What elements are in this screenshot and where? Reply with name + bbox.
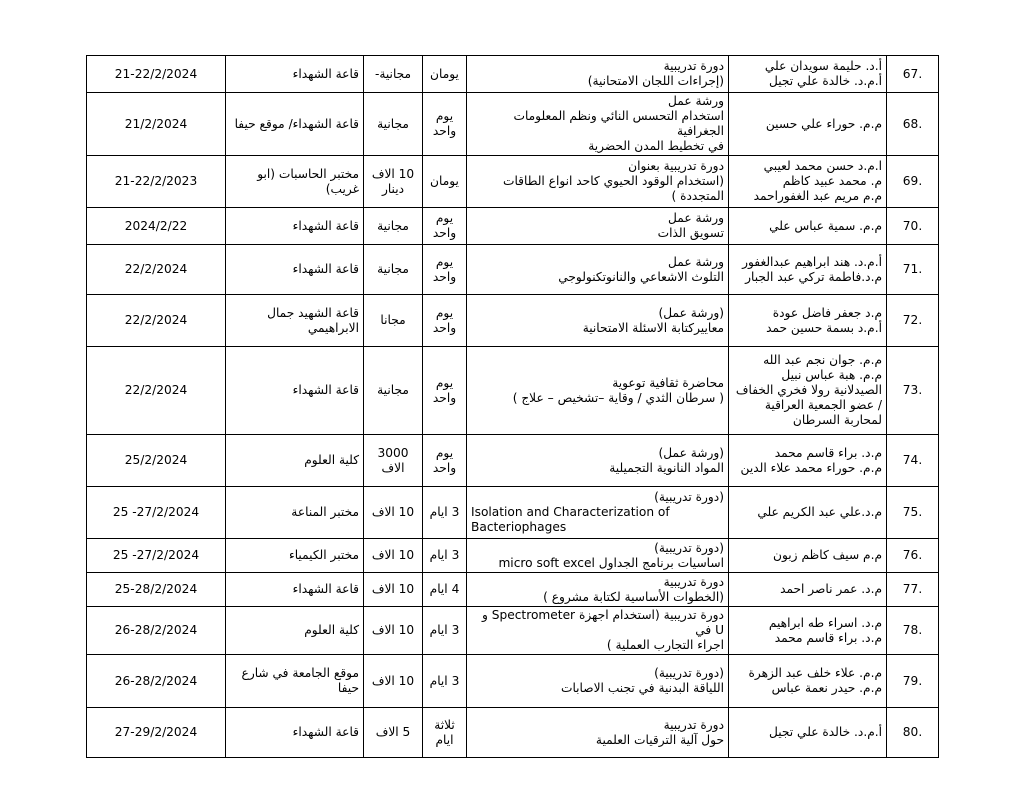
row-number: .73 bbox=[887, 347, 939, 435]
table-row bbox=[87, 539, 939, 573]
row-number: .69 bbox=[887, 156, 939, 208]
duration-cell: يوم واحد bbox=[423, 93, 467, 156]
date-cell: 22/2/2024 bbox=[87, 347, 226, 435]
instructors-cell bbox=[729, 156, 887, 208]
activity-line: دورة تدريبية (استخدام اجهزة Spectrometer و U في bbox=[482, 608, 724, 637]
activity-line: Isolation and Characterization of bbox=[471, 505, 670, 519]
fee-cell: مجانية bbox=[364, 245, 423, 295]
row-number: .80 bbox=[887, 708, 939, 758]
instructor-name: م.م. علاء خلف عبد الزهرة bbox=[748, 666, 882, 680]
instructors-cell bbox=[729, 208, 887, 245]
instructors-cell bbox=[729, 539, 887, 573]
activity-cell bbox=[467, 573, 729, 607]
activity-cell bbox=[467, 295, 729, 347]
instructor-name: م.د. عمر ناصر احمد bbox=[780, 582, 882, 596]
fee-cell: مجانية bbox=[364, 93, 423, 156]
table-row bbox=[87, 435, 939, 487]
activity-line: ورشة عمل bbox=[668, 94, 724, 108]
instructor-name: الصيدلانية رولا فخري الخفاف bbox=[735, 383, 882, 397]
date-cell: 22/2/2024 bbox=[87, 295, 226, 347]
date-cell: 22/2/2024 bbox=[87, 245, 226, 295]
instructor-name: م.م سيف كاظم زبون bbox=[773, 548, 882, 562]
row-number: .72 bbox=[887, 295, 939, 347]
instructors-cell bbox=[729, 295, 887, 347]
activity-cell bbox=[467, 208, 729, 245]
fee-cell: 10 الاف دينار bbox=[364, 156, 423, 208]
instructor-name: م.م. حوراء محمد علاء الدين bbox=[740, 460, 882, 475]
table-row bbox=[87, 708, 939, 758]
activity-line: ورشة عمل bbox=[668, 254, 724, 269]
activity-cell bbox=[467, 708, 729, 758]
activity-cell bbox=[467, 435, 729, 487]
row-number: .75 bbox=[887, 487, 939, 539]
table-row bbox=[87, 607, 939, 655]
activity-cell bbox=[467, 347, 729, 435]
duration-cell: 3 ايام bbox=[423, 487, 467, 539]
activity-line: (دورة تدريبية) bbox=[654, 666, 724, 680]
instructors-cell bbox=[729, 435, 887, 487]
instructor-name: م.م. حيدر نعمة عباس bbox=[771, 681, 882, 695]
activity-cell bbox=[467, 607, 729, 655]
duration-cell: يوم واحد bbox=[423, 435, 467, 487]
instructors-cell bbox=[729, 245, 887, 295]
date-cell: 26-28/2/2024 bbox=[87, 607, 226, 655]
activity-line: اجراء التجارب العملية ) bbox=[606, 638, 724, 652]
row-number: .70 bbox=[887, 208, 939, 245]
date-cell: 21-22/2/2023 bbox=[87, 156, 226, 208]
activity-cell bbox=[467, 655, 729, 708]
instructor-name: أ.د. حليمة سويدان علي bbox=[764, 59, 882, 73]
activity-line: ورشة عمل bbox=[668, 211, 724, 225]
table-row bbox=[87, 295, 939, 347]
table-row bbox=[87, 208, 939, 245]
activity-line: التلوث الاشعاعي والنانوتكنولوجي bbox=[558, 269, 724, 284]
activity-line: دورة تدريبية bbox=[663, 574, 724, 589]
fee-cell: 10 الاف bbox=[364, 539, 423, 573]
venue-cell: مختبر المناعة bbox=[226, 487, 364, 539]
fee-cell: 10 الاف bbox=[364, 573, 423, 607]
fee-cell: 3000 الاف bbox=[364, 435, 423, 487]
activity-line: استخدام التحسس النائي ونظم المعلومات الجغرافية bbox=[513, 109, 724, 138]
instructor-name: م.د. براء قاسم محمد bbox=[774, 630, 882, 645]
date-cell: 25 -27/2/2024 bbox=[87, 539, 226, 573]
venue-cell: قاعة الشهداء bbox=[226, 56, 364, 93]
instructor-name: م.د.علي عبد الكريم علي bbox=[757, 505, 882, 519]
duration-cell: 3 ايام bbox=[423, 539, 467, 573]
activity-line: (ورشة عمل) bbox=[658, 305, 724, 320]
duration-cell: يومان bbox=[423, 156, 467, 208]
fee-cell: 10 الاف bbox=[364, 655, 423, 708]
instructor-name: م.م. هبة عباس نبيل bbox=[781, 368, 882, 382]
activity-line: اساسيات برنامج الجداول micro soft excel bbox=[498, 555, 724, 570]
duration-cell: يوم واحد bbox=[423, 208, 467, 245]
instructor-name: م.د جعفر فاضل عودة bbox=[772, 305, 882, 320]
instructor-name: ا.م.د حسن محمد لعيبي bbox=[763, 159, 882, 173]
row-number: .79 bbox=[887, 655, 939, 708]
activity-line: (استخدام الوقود الحيوي كاحد انواع الطاقات المتجددة ) bbox=[502, 174, 724, 203]
activity-cell bbox=[467, 93, 729, 156]
duration-cell: 3 ايام bbox=[423, 607, 467, 655]
activity-line: في تخطيط المدن الحضرية bbox=[588, 139, 724, 153]
date-cell: 25 -27/2/2024 bbox=[87, 487, 226, 539]
instructor-name: أ.م.د. خالدة علي تجيل bbox=[769, 725, 882, 739]
activity-line: اللياقة البدنية في تجنب الاصابات bbox=[560, 681, 724, 695]
venue-cell: قاعة الشهداء/ موقع حيفا bbox=[226, 93, 364, 156]
instructor-name: م.م. سمية عباس علي bbox=[769, 218, 882, 233]
table-row bbox=[87, 156, 939, 208]
activity-line: محاضرة ثقافية توعوية bbox=[612, 375, 724, 390]
activity-line: تسويق الذات bbox=[657, 226, 724, 240]
activity-line: المواد النانوية التجميلية bbox=[609, 460, 724, 475]
instructor-name: م.د. اسراء طه ابراهيم bbox=[768, 615, 882, 630]
venue-cell: كلية العلوم bbox=[226, 435, 364, 487]
fee-cell: مجانا bbox=[364, 295, 423, 347]
activity-line: ( سرطان الثدي / وقاية –تشخيص – علاج ) bbox=[512, 390, 724, 405]
date-cell: 25/2/2024 bbox=[87, 435, 226, 487]
activity-line: Bacteriophages bbox=[471, 520, 567, 534]
instructors-cell bbox=[729, 708, 887, 758]
activity-cell bbox=[467, 487, 729, 539]
date-cell: 26-28/2/2024 bbox=[87, 655, 226, 708]
table-row bbox=[87, 347, 939, 435]
instructor-name: أ.م.د. خالدة علي تجيل bbox=[769, 74, 882, 88]
instructor-name: لمحاربة السرطان bbox=[792, 413, 882, 427]
table-row bbox=[87, 93, 939, 156]
row-number: .68 bbox=[887, 93, 939, 156]
activity-line: (ورشة عمل) bbox=[658, 445, 724, 460]
table-body bbox=[87, 56, 939, 758]
fee-cell: مجانية bbox=[364, 208, 423, 245]
venue-cell: قاعة الشهداء bbox=[226, 245, 364, 295]
instructor-name: م.م. حوراء علي حسين bbox=[765, 116, 882, 131]
venue-cell: قاعة الشهيد جمال الابراهيمي bbox=[226, 295, 364, 347]
table-row bbox=[87, 245, 939, 295]
instructor-name: / عضو الجمعية العراقية bbox=[764, 398, 882, 412]
row-number: .78 bbox=[887, 607, 939, 655]
duration-cell: يوم واحد bbox=[423, 295, 467, 347]
duration-cell: يومان bbox=[423, 56, 467, 93]
date-cell: 21/2/2024 bbox=[87, 93, 226, 156]
activity-line: (الخطوات الأساسية لكتابة مشروع ) bbox=[543, 589, 724, 604]
venue-cell: مختبر الحاسبات (ابو غريب) bbox=[226, 156, 364, 208]
activity-line: (دورة تدريبية) bbox=[654, 540, 724, 555]
activity-line: (إجراءات اللجان الامتحانية) bbox=[587, 74, 724, 88]
table-row bbox=[87, 655, 939, 708]
fee-cell: مجانية bbox=[364, 347, 423, 435]
venue-cell: موقع الجامعة في شارع حيفا bbox=[226, 655, 364, 708]
instructors-cell bbox=[729, 93, 887, 156]
fee-cell: 10 الاف bbox=[364, 487, 423, 539]
row-number: .74 bbox=[887, 435, 939, 487]
row-number: .67 bbox=[887, 56, 939, 93]
venue-cell: مختبر الكيمياء bbox=[226, 539, 364, 573]
venue-cell: قاعة الشهداء bbox=[226, 208, 364, 245]
duration-cell: يوم واحد bbox=[423, 347, 467, 435]
table-row bbox=[87, 487, 939, 539]
fee-cell: مجانية- bbox=[364, 56, 423, 93]
instructor-name: م. محمد عبيد كاظم bbox=[782, 174, 882, 188]
fee-cell: 10 الاف bbox=[364, 607, 423, 655]
activities-table bbox=[86, 55, 939, 758]
instructor-name: أ.م.د بسمة حسين حمد bbox=[766, 320, 882, 335]
instructors-cell bbox=[729, 655, 887, 708]
activity-line: دورة تدريبية bbox=[663, 59, 724, 73]
activity-line: معاييركتابة الاسئلة الامتحانية bbox=[582, 320, 724, 335]
instructors-cell bbox=[729, 573, 887, 607]
table-row bbox=[87, 573, 939, 607]
activity-line: (دورة تدريبية) bbox=[654, 490, 724, 504]
date-cell: 2024/2/22 bbox=[87, 208, 226, 245]
row-number: .71 bbox=[887, 245, 939, 295]
activity-line: حول آلية الترقيات العلمية bbox=[595, 732, 724, 747]
activity-line: دورة تدريبية بعنوان bbox=[628, 159, 724, 173]
activity-cell bbox=[467, 56, 729, 93]
instructors-cell bbox=[729, 347, 887, 435]
activity-cell bbox=[467, 156, 729, 208]
instructor-name: م.م مريم عبد الغفوراحمد bbox=[753, 189, 882, 203]
instructors-cell bbox=[729, 487, 887, 539]
date-cell: 25-28/2/2024 bbox=[87, 573, 226, 607]
venue-cell: كلية العلوم bbox=[226, 607, 364, 655]
date-cell: 27-29/2/2024 bbox=[87, 708, 226, 758]
row-number: .76 bbox=[887, 539, 939, 573]
instructor-name: م.د. براء قاسم محمد bbox=[774, 445, 882, 460]
activity-line: دورة تدريبية bbox=[663, 717, 724, 732]
instructors-cell bbox=[729, 56, 887, 93]
activity-cell bbox=[467, 539, 729, 573]
duration-cell: 3 ايام bbox=[423, 655, 467, 708]
venue-cell: قاعة الشهداء bbox=[226, 347, 364, 435]
venue-cell: قاعة الشهداء bbox=[226, 708, 364, 758]
date-cell: 21-22/2/2024 bbox=[87, 56, 226, 93]
table-row bbox=[87, 56, 939, 93]
row-number: .77 bbox=[887, 573, 939, 607]
venue-cell: قاعة الشهداء bbox=[226, 573, 364, 607]
activity-cell bbox=[467, 245, 729, 295]
duration-cell: يوم واحد bbox=[423, 245, 467, 295]
fee-cell: 5 الاف bbox=[364, 708, 423, 758]
duration-cell: 4 ايام bbox=[423, 573, 467, 607]
instructor-name: أ.م.د. هند ابراهيم عبدالغفور bbox=[742, 254, 882, 269]
instructor-name: م.م. جوان نجم عبد الله bbox=[763, 353, 882, 367]
instructors-cell bbox=[729, 607, 887, 655]
duration-cell: ثلاثة ايام bbox=[423, 708, 467, 758]
instructor-name: م.د.فاطمة تركي عبد الجبار bbox=[745, 269, 882, 284]
